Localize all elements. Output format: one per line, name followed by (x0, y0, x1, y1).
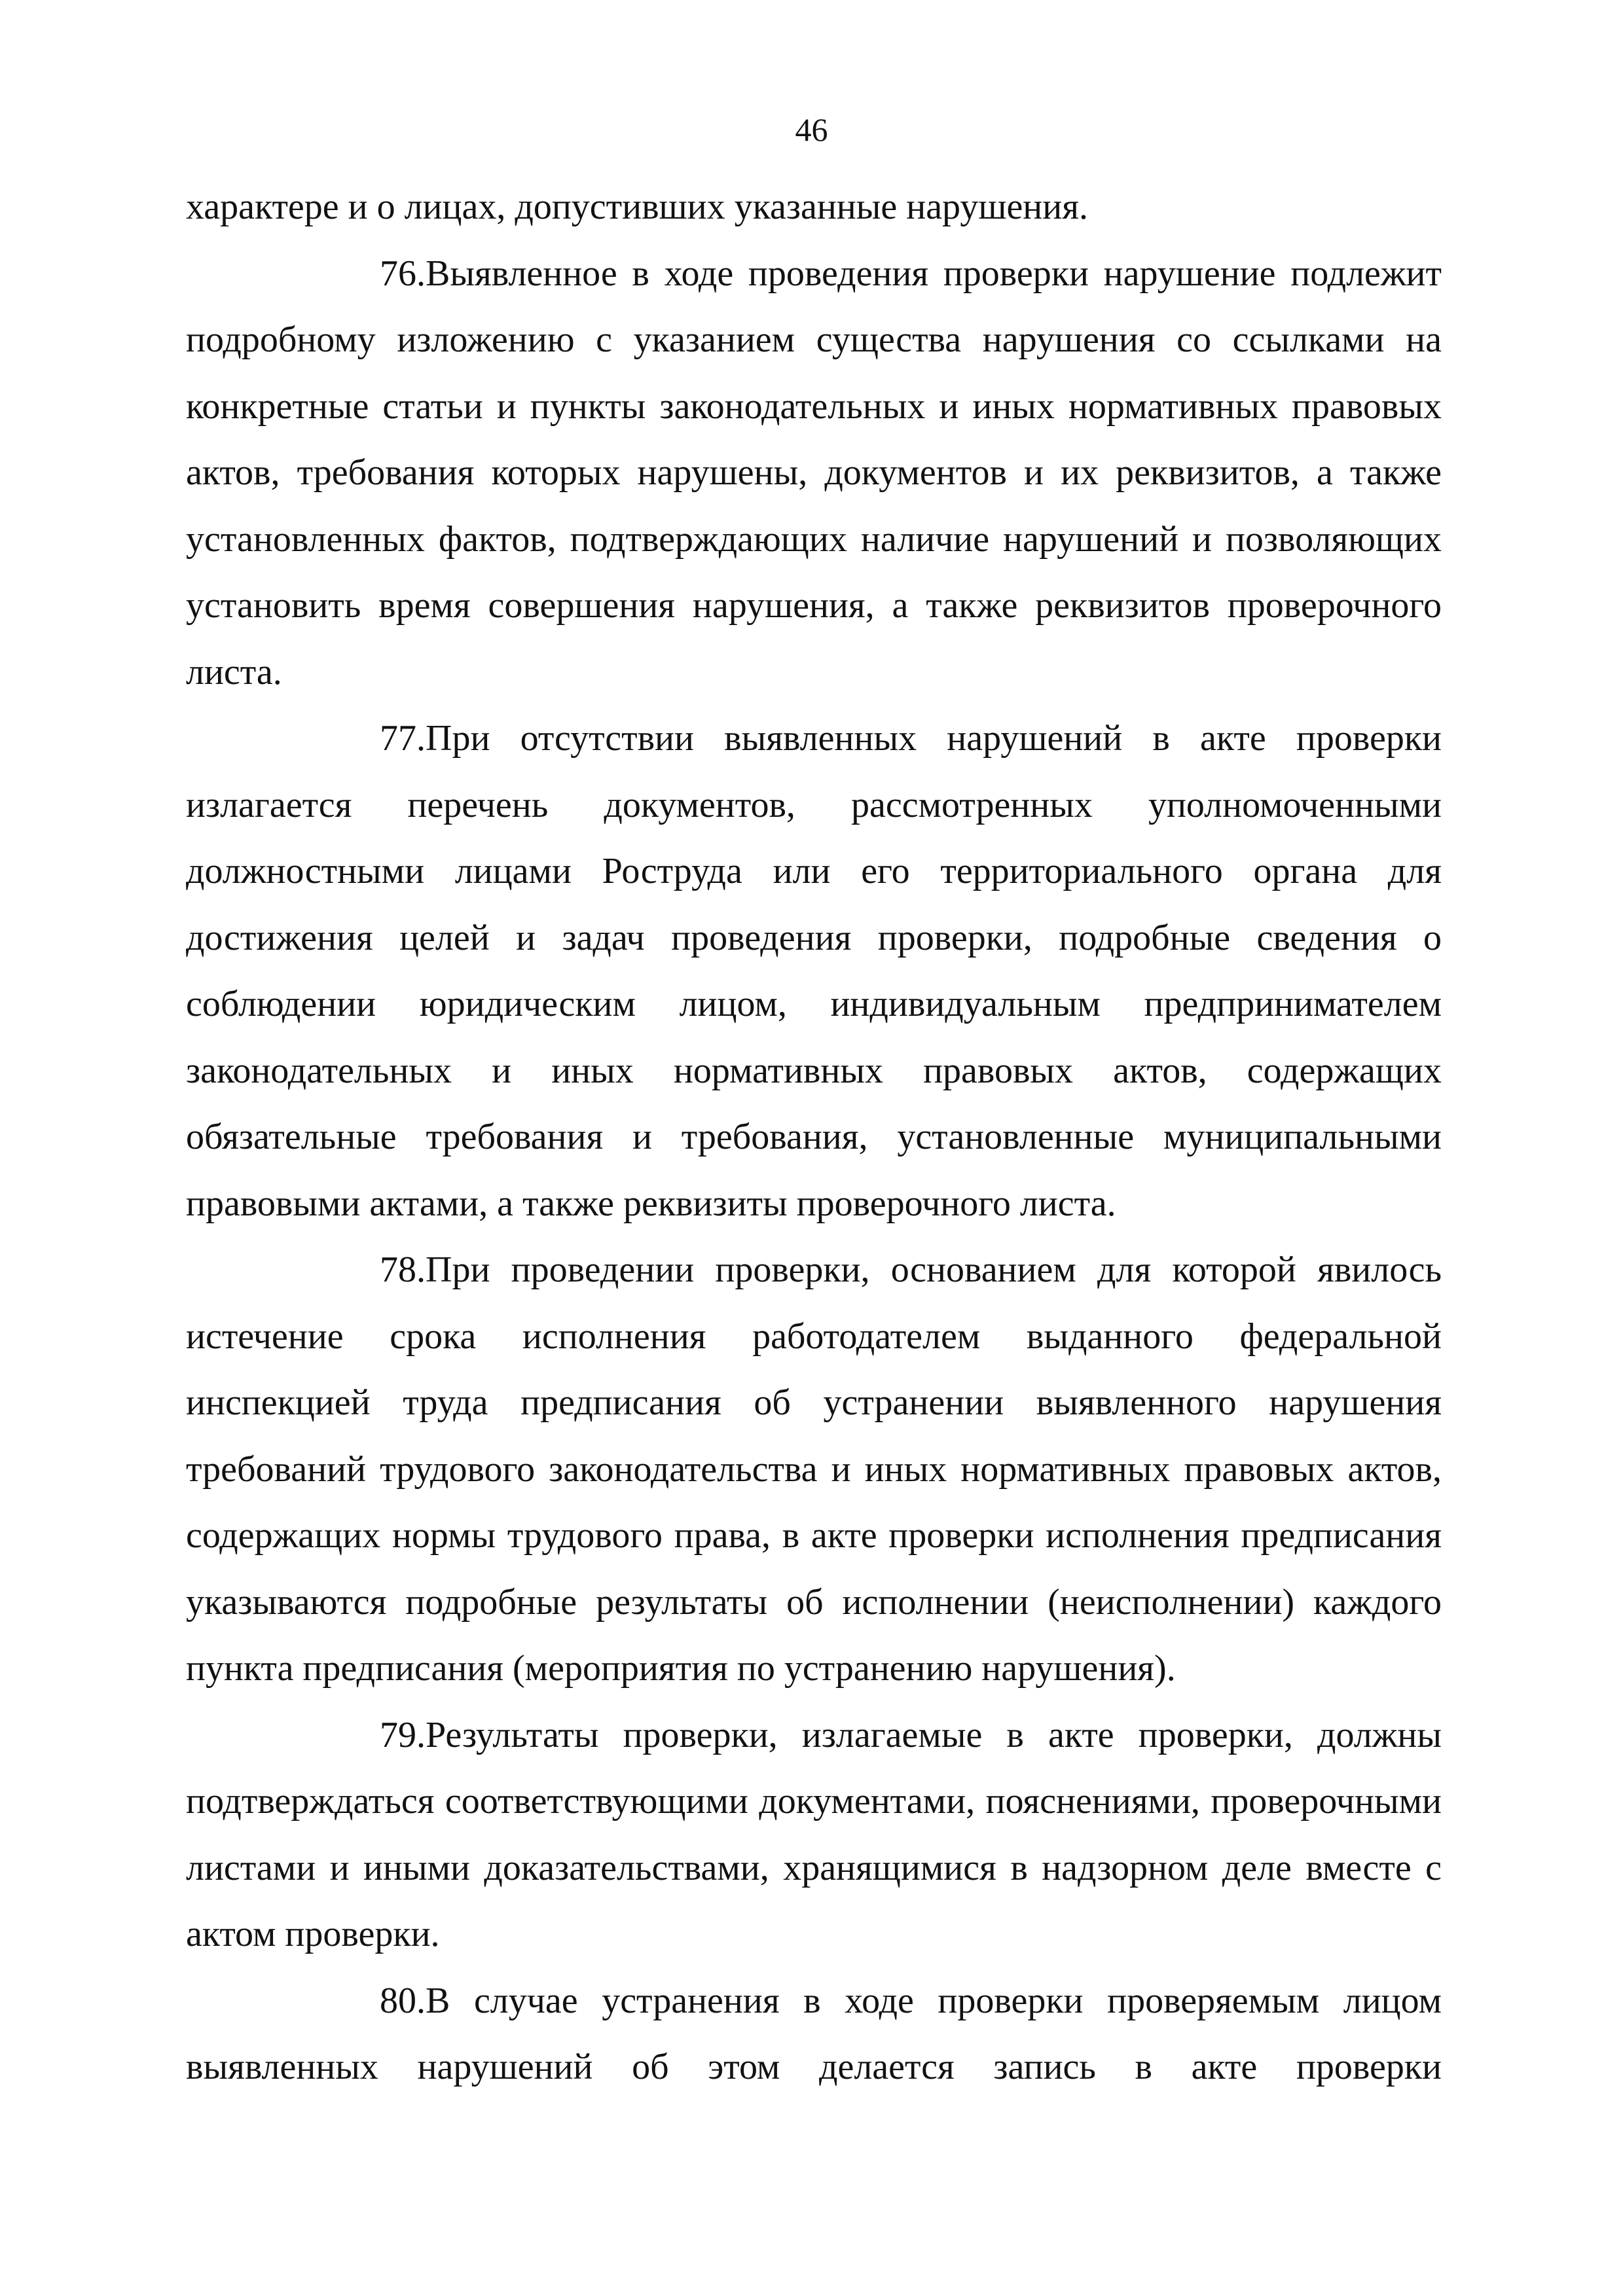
paragraph-number: 80. (380, 1980, 426, 2021)
paragraph-text: Выявленное в ходе проведения проверки нарушение подлежит подробному изложению с указанием существа нарушения со ссылками на конкретные статьи и пункты законодательных и иных нормативных правовых актов, требования которых нарушены, документов и их реквизитов, а также установленных фактов, подтверждающих наличие нарушений и позволяющих установить время совершения нарушения, а также реквизитов проверочного листа. (186, 253, 1442, 692)
paragraph-80 (186, 1968, 1442, 2101)
paragraph-number: 76. (380, 253, 426, 294)
page-number: 46 (795, 111, 828, 148)
paragraph-text: характере и о лицах, допустивших указанные нарушения. (186, 187, 1088, 227)
paragraph-number: 78. (380, 1249, 426, 1290)
paragraph-text: При отсутствии выявленных нарушений в акте проверки излагается перечень документов, рассмотренных уполномоченными должностными лицами Роструда или его территориального органа для достижения целей и задач проведения проверки, подробные сведения о соблюдении юридическим лицом, индивидуальным предпринимателем законодательных и иных нормативных правовых актов, содержащих обязательные требования и требования, установленные муниципальными правовыми актами, а также реквизиты проверочного листа. (186, 718, 1442, 1224)
paragraph-text: Результаты проверки, излагаемые в акте проверки, должны подтверждаться соответствующими документами, пояснениями, проверочными листами и иными доказательствами, хранящимися в надзорном деле вместе с актом проверки. (186, 1714, 1442, 1954)
paragraph-79 (186, 1702, 1442, 1968)
paragraph-text: В случае устранения в ходе проверки проверяемым лицом выявленных нарушений об этом делается запись в акте проверки (186, 1980, 1442, 2087)
paragraph-76 (186, 241, 1442, 706)
paragraph-number: 77. (380, 718, 426, 759)
paragraph-78 (186, 1237, 1442, 1702)
document-body (186, 174, 1442, 2101)
paragraph-75-continuation (186, 174, 1442, 241)
paragraph-text: При проведении проверки, основанием для которой явилось истечение срока исполнения работодателем выданного федеральной инспекцией труда предписания об устранении выявленного нарушения требований трудового законодательства и иных нормативных правовых актов, содержащих нормы трудового права, в акте проверки исполнения предписания указываются подробные результаты об исполнении (неисполнении) каждого пункта предписания (мероприятия по устранению нарушения). (186, 1249, 1442, 1689)
paragraph-77 (186, 706, 1442, 1237)
paragraph-number: 79. (380, 1714, 426, 1755)
